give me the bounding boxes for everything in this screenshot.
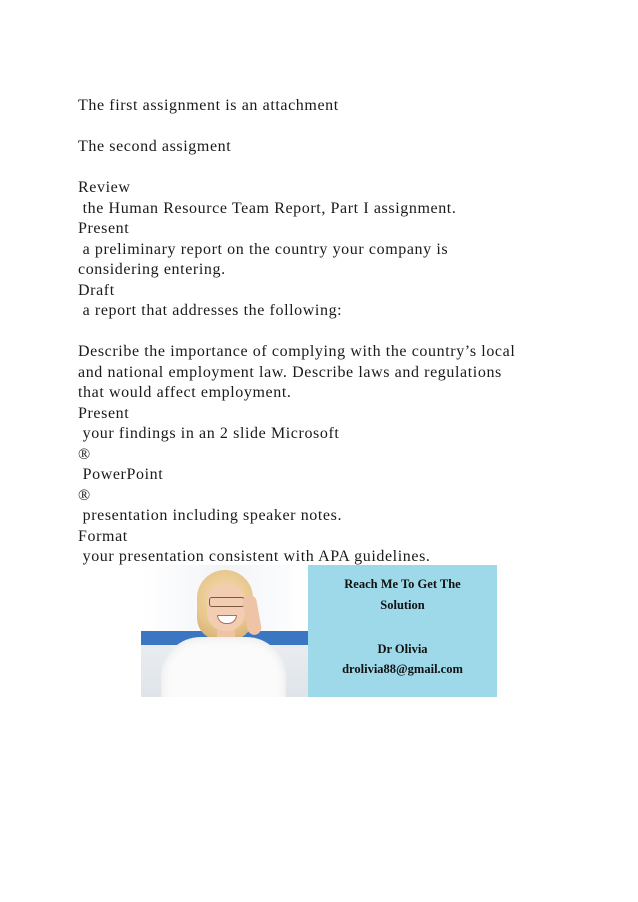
text-line: a preliminary report on the country your company is bbox=[78, 240, 449, 258]
text-line: that would affect employment. bbox=[78, 384, 292, 401]
text-line: Review bbox=[78, 179, 131, 196]
text-line: Present bbox=[78, 220, 130, 237]
contact-name: Dr Olivia bbox=[377, 642, 428, 656]
registered-mark: ® bbox=[78, 445, 91, 463]
blank-line bbox=[78, 158, 568, 179]
blouse-shape bbox=[161, 637, 286, 697]
contact-info-panel bbox=[308, 565, 497, 697]
text-line: Format bbox=[78, 527, 128, 545]
text-line: your presentation consistent with APA guidelines. bbox=[78, 548, 431, 565]
text-line: presentation including speaker notes. bbox=[78, 507, 343, 524]
text-line: a report that addresses the following: bbox=[78, 302, 343, 319]
woman-photo bbox=[141, 565, 308, 697]
text-line: your findings in an 2 slide Microsoft bbox=[78, 425, 340, 442]
text-line: Present bbox=[78, 404, 130, 422]
text-line: The second assigment bbox=[78, 138, 232, 155]
text-line: Draft bbox=[78, 281, 115, 299]
banner-headline-2: Solution bbox=[380, 598, 425, 612]
assignment-text bbox=[78, 96, 568, 568]
text-line: considering entering. bbox=[78, 261, 226, 278]
blank-line bbox=[78, 117, 568, 138]
text-line: The first assignment is an attachment bbox=[78, 97, 339, 114]
text-line: PowerPoint bbox=[78, 466, 164, 483]
text-line: Describe the importance of complying with the country’s local bbox=[78, 343, 516, 360]
contact-email[interactable]: drolivia88@gmail.com bbox=[342, 662, 463, 676]
banner-headline: Reach Me To Get The bbox=[344, 577, 461, 591]
registered-mark: ® bbox=[78, 486, 91, 504]
text-line: the Human Resource Team Report, Part I assignment. bbox=[78, 199, 457, 217]
contact-banner[interactable] bbox=[141, 565, 497, 697]
blank-line bbox=[78, 322, 568, 343]
glasses-icon bbox=[209, 597, 245, 607]
text-line: and national employment law. Describe laws and regulations bbox=[78, 363, 502, 381]
